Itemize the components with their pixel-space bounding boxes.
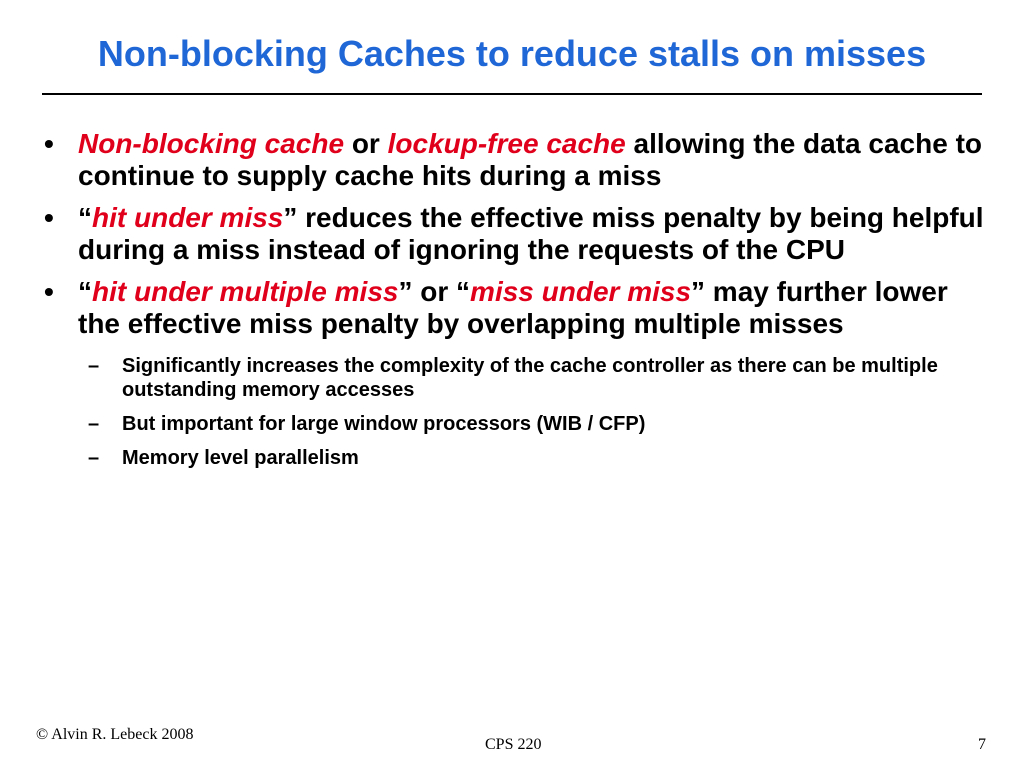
footer-course: CPS 220 — [485, 736, 542, 753]
bullet-text-emphasis: hit under miss — [92, 202, 284, 233]
bullet-dot: • — [44, 128, 54, 159]
slide-title: Non-blocking Caches to reduce stalls on misses — [97, 33, 927, 74]
bullet-item — [44, 202, 984, 266]
bullet-text-emphasis: Non-blocking cache — [78, 128, 345, 159]
bullet-text-emphasis: hit under multiple miss — [92, 276, 399, 307]
bullet-text: “ — [78, 202, 92, 233]
subbullet-dash: – — [88, 355, 100, 377]
bullet-text: ” or “ — [398, 276, 471, 307]
title-divider — [42, 93, 982, 95]
subbullet-item — [78, 354, 984, 402]
subbullet-text: Memory level parallelism — [122, 447, 359, 469]
bullet-text-emphasis: miss under miss — [470, 276, 692, 307]
subbullet-item — [78, 412, 984, 436]
bullet-text: or — [344, 128, 388, 159]
bullet-text: “ — [78, 276, 92, 307]
subbullet-list — [44, 354, 984, 470]
bullet-text-emphasis: lockup-free cache — [387, 128, 626, 159]
bullet-dot: • — [44, 202, 54, 233]
bullet-text: allowing the data cache to continue to supply cache hits during a miss — [78, 128, 983, 191]
subbullet-text: But important for large window processors (WIB / CFP) — [122, 413, 646, 435]
subbullet-dash: – — [88, 447, 100, 469]
bullet-text: ” may further lower the effective miss penalty by overlapping multiple misses — [78, 276, 948, 339]
bullet-text: ” reduces the effective miss penalty by being helpful during a miss instead of ignoring the requests of the CPU — [78, 202, 984, 265]
subbullet-dash: – — [88, 413, 100, 435]
footer-copyright: © Alvin R. Lebeck 2008 — [36, 726, 194, 743]
bullet-dot: • — [44, 276, 54, 307]
footer-page-number: 7 — [978, 736, 986, 753]
bullet-item — [44, 128, 984, 192]
subbullet-text: Significantly increases the complexity of the cache controller as there can be multiple outstanding memory accesses — [122, 355, 938, 401]
bullet-item — [44, 276, 984, 340]
bullet-list — [44, 128, 984, 480]
subbullet-item — [78, 446, 984, 470]
